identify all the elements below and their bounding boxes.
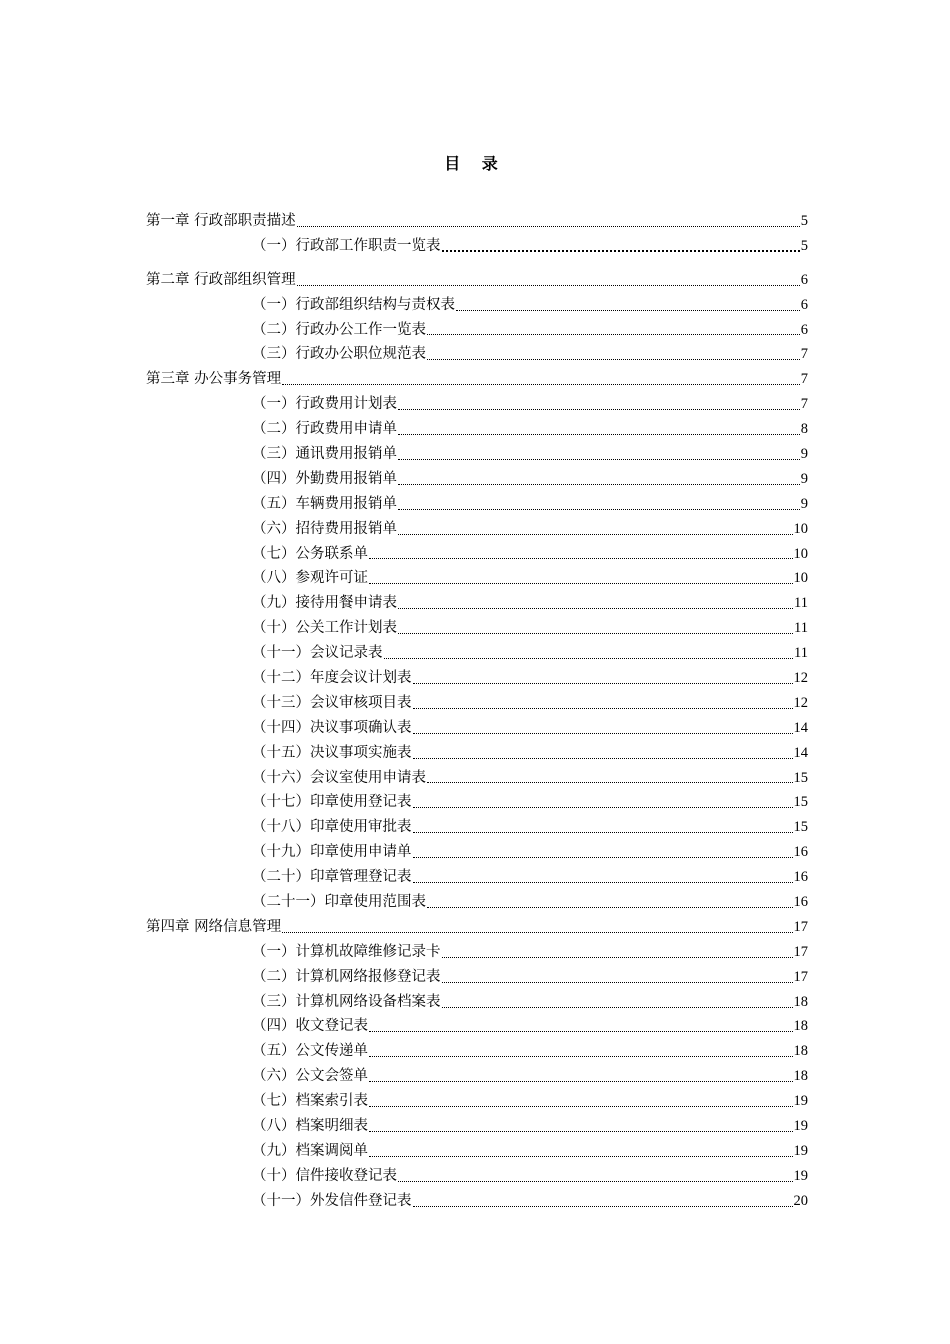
toc-entry-label: （三）计算机网络设备档案表: [252, 993, 441, 1010]
dot-leader: [427, 780, 793, 783]
dot-leader: [413, 855, 793, 858]
toc-section-entry[interactable]: [146, 467, 808, 492]
toc-entry-label: （五）公文传递单: [252, 1043, 368, 1060]
dot-leader: [398, 407, 800, 410]
toc-entry-label: （四）外勤费用报销单: [252, 470, 397, 487]
toc-section-entry[interactable]: [146, 591, 808, 616]
toc-page-number: 5: [800, 212, 808, 229]
toc-chapter-entry[interactable]: [146, 209, 808, 234]
dot-leader: [369, 1104, 793, 1107]
toc-entry-label: （二十）印章管理登记表: [252, 869, 412, 886]
dot-leader: [398, 432, 800, 435]
toc-section-entry[interactable]: [146, 965, 808, 990]
toc-page-number: 8: [800, 421, 808, 438]
dot-leader: [398, 1179, 793, 1182]
toc-page-number: 9: [800, 446, 808, 462]
toc-entry-label: （三）行政办公职位规范表: [252, 346, 426, 363]
toc-section-entry[interactable]: [146, 716, 808, 741]
toc-section-entry[interactable]: [146, 691, 808, 716]
page-title: 目 录: [444, 154, 506, 173]
toc-section-entry[interactable]: [146, 566, 808, 591]
toc-entry-label: （十七）印章使用登记表: [252, 794, 412, 811]
toc-entry-label: （十六）会议室使用申请表: [252, 769, 426, 786]
toc-page-number: 11: [794, 595, 808, 612]
toc-entry-label: （九）档案调阅单: [252, 1142, 368, 1159]
dot-leader: [413, 1204, 793, 1207]
dot-leader: [398, 631, 793, 634]
toc-entry-label: （八）参观许可证: [252, 570, 368, 587]
toc-entry-label: 第二章 行政部组织管理: [146, 271, 296, 288]
toc-section-entry[interactable]: [146, 234, 808, 259]
toc-section-entry[interactable]: [146, 1015, 808, 1040]
dot-leader: [442, 1005, 793, 1008]
toc-page-number: 18: [793, 1018, 808, 1035]
toc-page-number: 7: [800, 371, 808, 388]
toc-entry-label: （七）档案索引表: [252, 1093, 368, 1110]
dot-leader: [427, 332, 800, 335]
toc-section-entry[interactable]: [146, 815, 808, 840]
toc-page-number: 5: [800, 237, 808, 254]
toc-page-number: 10: [793, 545, 808, 562]
toc-page-number: 14: [793, 719, 808, 736]
dot-leader: [398, 532, 793, 535]
toc-entry-label: （八）档案明细表: [252, 1118, 368, 1135]
dot-leader: [369, 1079, 793, 1082]
dot-leader: [398, 482, 800, 485]
toc-entry-label: （十八）印章使用审批表: [252, 819, 412, 836]
toc-page-number: 17: [793, 968, 808, 985]
toc-section-entry[interactable]: [146, 790, 808, 815]
toc-page-number: 19: [793, 1118, 808, 1135]
toc-page-number: 18: [793, 1068, 808, 1085]
dot-leader: [442, 980, 793, 983]
toc-section-entry[interactable]: [146, 1114, 808, 1139]
toc-page-number: 15: [793, 769, 808, 786]
toc-entry-label: （十）信件接收登记表: [252, 1167, 397, 1184]
toc-entry-label: （十一）会议记录表: [252, 645, 383, 662]
toc-chapter-entry[interactable]: [146, 367, 808, 392]
toc-page-number: 19: [793, 1093, 808, 1110]
toc-page-number: 11: [794, 645, 808, 662]
toc-section-entry[interactable]: [146, 417, 808, 442]
toc-entry-label: （十九）印章使用申请单: [252, 844, 412, 861]
dot-leader: [282, 930, 792, 933]
toc-section-entry[interactable]: [146, 840, 808, 865]
toc-page-number: 14: [793, 744, 808, 761]
toc-entry-label: （十四）决议事项确认表: [252, 719, 412, 736]
dot-leader: [413, 731, 793, 734]
toc-page-number: 6: [800, 321, 808, 338]
dot-leader: [369, 1129, 793, 1132]
dot-leader: [413, 880, 793, 883]
dot-leader: [398, 507, 800, 510]
dot-leader: [456, 308, 800, 311]
toc-entry-label: 第四章 网络信息管理: [146, 918, 282, 935]
toc-section-entry[interactable]: [146, 766, 808, 791]
dot-leader: [442, 248, 800, 252]
dot-leader: [297, 283, 800, 286]
toc-page-number: 10: [793, 520, 808, 537]
dot-leader: [369, 1029, 793, 1032]
toc-entry-label: （一）行政部组织结构与责权表: [252, 296, 455, 313]
toc-page-number: 17: [793, 918, 808, 935]
toc-section-entry[interactable]: [146, 990, 808, 1015]
toc-section-entry[interactable]: [146, 741, 808, 766]
toc-entry-label: 第三章 办公事务管理: [146, 371, 282, 388]
dot-leader: [413, 756, 793, 759]
toc-section-entry[interactable]: [146, 542, 808, 567]
toc-page-number: 18: [793, 1043, 808, 1060]
toc-section-entry[interactable]: [146, 865, 808, 890]
dot-leader: [413, 830, 793, 833]
toc-entry-label: （二十一）印章使用范围表: [252, 894, 426, 911]
dot-leader: [442, 955, 793, 958]
toc-chapter-entry[interactable]: [146, 915, 808, 940]
toc-entry-label: （六）招待费用报销单: [252, 520, 397, 537]
toc-entry-label: （一）行政部工作职责一览表: [252, 237, 441, 254]
dot-leader: [427, 905, 793, 908]
dot-leader: [413, 805, 793, 808]
toc-entry-label: （四）收文登记表: [252, 1018, 368, 1035]
toc-page-number: 7: [800, 346, 808, 363]
toc-page-number: 17: [793, 943, 808, 960]
toc-section-entry[interactable]: [146, 1164, 808, 1189]
toc-page-number: 10: [793, 570, 808, 587]
toc-section-entry[interactable]: [146, 392, 808, 417]
toc-page-number: 6: [800, 271, 808, 288]
dot-leader: [369, 581, 793, 584]
toc-section-entry[interactable]: [146, 1064, 808, 1089]
dot-leader: [369, 1054, 793, 1057]
toc-section-entry[interactable]: [146, 890, 808, 915]
toc-section-entry[interactable]: [146, 492, 808, 517]
toc-section-entry[interactable]: [146, 666, 808, 691]
toc-chapter-entry[interactable]: [146, 268, 808, 293]
dot-leader: [369, 556, 793, 559]
toc-page-number: 9: [800, 470, 808, 487]
toc-section-entry[interactable]: [146, 940, 808, 965]
toc-page-number: 19: [793, 1142, 808, 1159]
toc-section-entry[interactable]: [146, 442, 808, 467]
toc-section-entry[interactable]: [146, 293, 808, 318]
toc-page-number: 6: [800, 296, 808, 313]
toc-entry-label: （一）计算机故障维修记录卡: [252, 943, 441, 960]
dot-leader: [282, 382, 800, 385]
toc-entry-label: （十）公关工作计划表: [252, 620, 397, 637]
toc-entry-label: （五）车辆费用报销单: [252, 495, 397, 512]
dot-leader: [369, 1154, 793, 1157]
toc-entry-label: （十一）外发信件登记表: [252, 1192, 412, 1209]
dot-leader: [398, 457, 800, 460]
toc-entry-label: （十三）会议审核项目表: [252, 694, 412, 711]
table-of-contents: [146, 209, 808, 1214]
toc-section-entry[interactable]: [146, 1189, 808, 1214]
toc-entry-label: （九）接待用餐申请表: [252, 595, 397, 612]
toc-section-entry[interactable]: [146, 318, 808, 343]
toc-entry-label: （三）通讯费用报销单: [252, 446, 397, 462]
toc-page-number: 18: [793, 993, 808, 1010]
toc-entry-label: （二）计算机网络报修登记表: [252, 968, 441, 985]
toc-entry-label: （一）行政费用计划表: [252, 396, 397, 413]
toc-page-number: 7: [800, 396, 808, 413]
toc-section-entry[interactable]: [146, 616, 808, 641]
toc-page-number: 9: [800, 495, 808, 512]
toc-page-number: 16: [793, 869, 808, 886]
toc-page-number: 11: [794, 620, 808, 637]
toc-entry-label: （七）公务联系单: [252, 545, 368, 562]
toc-entry-label: （六）公文会签单: [252, 1068, 368, 1085]
dot-leader: [413, 706, 793, 709]
dot-leader: [413, 681, 793, 684]
dot-leader: [427, 357, 800, 360]
toc-page-number: 12: [793, 670, 808, 687]
toc-page-number: 19: [793, 1167, 808, 1184]
toc-page-number: 20: [793, 1192, 808, 1209]
toc-entry-label: （二）行政办公工作一览表: [252, 321, 426, 338]
toc-page-number: 12: [793, 694, 808, 711]
dot-leader: [398, 606, 793, 609]
toc-section-entry[interactable]: [146, 1089, 808, 1114]
toc-section-entry[interactable]: [146, 1039, 808, 1064]
toc-section-entry[interactable]: [146, 641, 808, 666]
toc-section-entry[interactable]: [146, 342, 808, 367]
toc-page-number: 15: [793, 794, 808, 811]
toc-section-entry[interactable]: [146, 1139, 808, 1164]
toc-page-number: 15: [793, 819, 808, 836]
toc-section-entry[interactable]: [146, 517, 808, 542]
toc-entry-label: （十五）决议事项实施表: [252, 744, 412, 761]
toc-entry-label: 第一章 行政部职责描述: [146, 212, 296, 229]
toc-entry-label: （十二）年度会议计划表: [252, 670, 412, 687]
dot-leader: [297, 224, 800, 227]
dot-leader: [384, 656, 794, 659]
toc-page-number: 16: [793, 844, 808, 861]
toc-page-number: 16: [793, 894, 808, 911]
toc-entry-label: （二）行政费用申请单: [252, 421, 397, 438]
